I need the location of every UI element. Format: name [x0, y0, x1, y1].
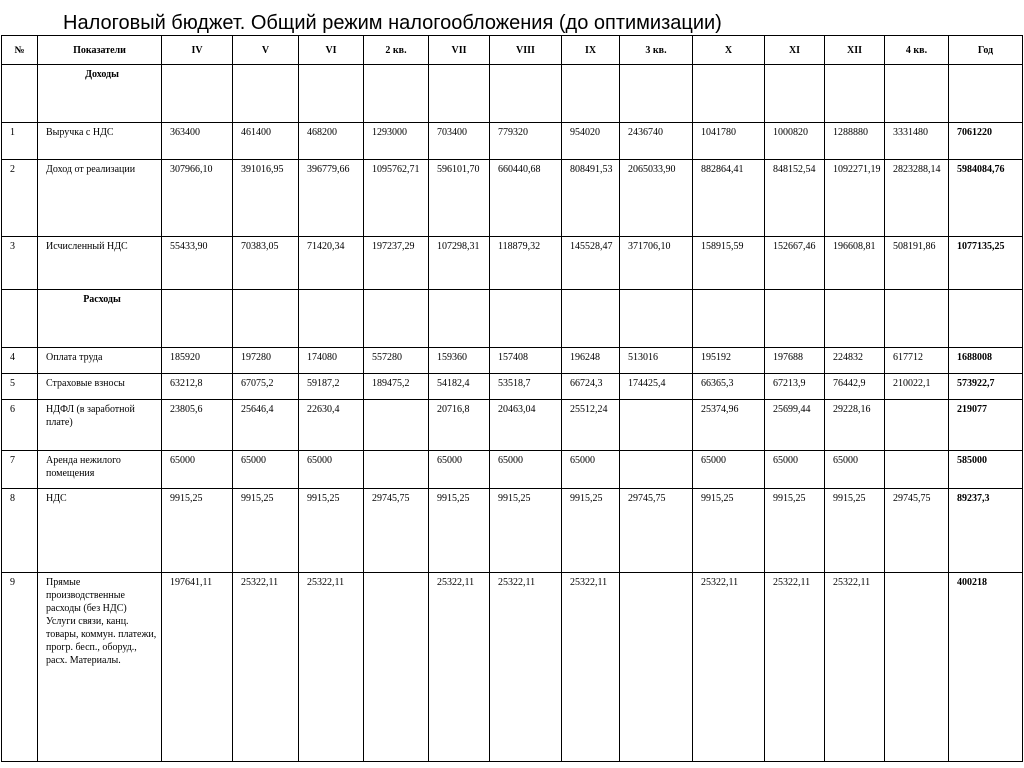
value-cell [885, 451, 949, 489]
year-total-cell: 585000 [949, 451, 1023, 489]
value-cell: 152667,46 [765, 237, 825, 290]
row-label: Оплата труда [38, 348, 162, 374]
table-row [2, 374, 1023, 400]
value-cell: 70383,05 [233, 237, 299, 290]
value-cell: 65000 [765, 451, 825, 489]
section-row [2, 290, 1023, 348]
value-cell: 59187,2 [299, 374, 364, 400]
value-cell: 2436740 [620, 123, 693, 160]
value-cell [620, 400, 693, 451]
row-label: НДС [38, 489, 162, 573]
row-number: 6 [2, 400, 38, 451]
value-cell: 195192 [693, 348, 765, 374]
empty-cell [364, 65, 429, 123]
value-cell: 396779,66 [299, 160, 364, 237]
value-cell: 25322,11 [562, 573, 620, 762]
value-cell: 9915,25 [490, 489, 562, 573]
empty-cell [825, 65, 885, 123]
table-row [2, 573, 1023, 762]
col-header: Год [949, 36, 1023, 65]
value-cell [364, 573, 429, 762]
value-cell: 25374,96 [693, 400, 765, 451]
year-total-cell: 5984084,76 [949, 160, 1023, 237]
col-header: V [233, 36, 299, 65]
empty-cell [429, 65, 490, 123]
empty-cell [620, 65, 693, 123]
value-cell: 25322,11 [825, 573, 885, 762]
empty-cell [765, 290, 825, 348]
value-cell: 954020 [562, 123, 620, 160]
tax-budget-table [1, 35, 1023, 762]
col-header: VIII [490, 36, 562, 65]
value-cell: 66365,3 [693, 374, 765, 400]
value-cell: 174425,4 [620, 374, 693, 400]
year-total-cell: 7061220 [949, 123, 1023, 160]
value-cell: 65000 [825, 451, 885, 489]
value-cell: 196608,81 [825, 237, 885, 290]
col-header: XI [765, 36, 825, 65]
value-cell: 25699,44 [765, 400, 825, 451]
row-number: 5 [2, 374, 38, 400]
value-cell [620, 451, 693, 489]
value-cell: 197237,29 [364, 237, 429, 290]
year-total-cell: 1077135,25 [949, 237, 1023, 290]
table-row [2, 348, 1023, 374]
value-cell: 9915,25 [429, 489, 490, 573]
value-cell: 55433,90 [162, 237, 233, 290]
value-cell: 9915,25 [562, 489, 620, 573]
row-number: 8 [2, 489, 38, 573]
value-cell: 468200 [299, 123, 364, 160]
value-cell: 1000820 [765, 123, 825, 160]
col-header: Показатели [38, 36, 162, 65]
value-cell: 363400 [162, 123, 233, 160]
value-cell: 3331480 [885, 123, 949, 160]
col-header: 2 кв. [364, 36, 429, 65]
empty-cell [693, 290, 765, 348]
value-cell: 159360 [429, 348, 490, 374]
value-cell: 25322,11 [233, 573, 299, 762]
empty-cell [162, 65, 233, 123]
row-number: 9 [2, 573, 38, 762]
value-cell [885, 400, 949, 451]
value-cell: 76442,9 [825, 374, 885, 400]
value-cell: 25512,24 [562, 400, 620, 451]
empty-cell [765, 65, 825, 123]
value-cell: 189475,2 [364, 374, 429, 400]
empty-cell [2, 290, 38, 348]
table-row [2, 400, 1023, 451]
value-cell [364, 451, 429, 489]
year-total-cell: 89237,3 [949, 489, 1023, 573]
col-header: IV [162, 36, 233, 65]
value-cell: 29228,16 [825, 400, 885, 451]
table-header-row [2, 36, 1023, 65]
value-cell: 882864,41 [693, 160, 765, 237]
year-total-cell: 573922,7 [949, 374, 1023, 400]
empty-cell [562, 65, 620, 123]
value-cell: 9915,25 [825, 489, 885, 573]
value-cell: 197688 [765, 348, 825, 374]
year-total-cell: 219077 [949, 400, 1023, 451]
value-cell: 185920 [162, 348, 233, 374]
value-cell: 9915,25 [693, 489, 765, 573]
value-cell: 174080 [299, 348, 364, 374]
col-header: 3 кв. [620, 36, 693, 65]
value-cell: 65000 [429, 451, 490, 489]
value-cell: 210022,1 [885, 374, 949, 400]
value-cell: 660440,68 [490, 160, 562, 237]
table-row [2, 237, 1023, 290]
value-cell: 66724,3 [562, 374, 620, 400]
value-cell: 1293000 [364, 123, 429, 160]
value-cell: 20716,8 [429, 400, 490, 451]
value-cell: 65000 [562, 451, 620, 489]
empty-cell [233, 65, 299, 123]
value-cell: 65000 [299, 451, 364, 489]
value-cell: 54182,4 [429, 374, 490, 400]
value-cell: 307966,10 [162, 160, 233, 237]
value-cell: 25322,11 [693, 573, 765, 762]
empty-cell [562, 290, 620, 348]
value-cell: 65000 [162, 451, 233, 489]
empty-cell [885, 65, 949, 123]
empty-cell [429, 290, 490, 348]
value-cell: 391016,95 [233, 160, 299, 237]
empty-cell [162, 290, 233, 348]
value-cell: 29745,75 [885, 489, 949, 573]
value-cell: 513016 [620, 348, 693, 374]
value-cell: 63212,8 [162, 374, 233, 400]
value-cell: 557280 [364, 348, 429, 374]
table-row [2, 123, 1023, 160]
value-cell: 65000 [490, 451, 562, 489]
value-cell: 67213,9 [765, 374, 825, 400]
value-cell: 808491,53 [562, 160, 620, 237]
value-cell: 848152,54 [765, 160, 825, 237]
value-cell: 53518,7 [490, 374, 562, 400]
row-label: Страховые взносы [38, 374, 162, 400]
value-cell: 197641,11 [162, 573, 233, 762]
col-header: XII [825, 36, 885, 65]
value-cell: 65000 [693, 451, 765, 489]
row-label: Доход от реализации [38, 160, 162, 237]
empty-cell [2, 65, 38, 123]
value-cell: 779320 [490, 123, 562, 160]
value-cell: 1095762,71 [364, 160, 429, 237]
empty-cell [693, 65, 765, 123]
empty-cell [620, 290, 693, 348]
value-cell: 9915,25 [162, 489, 233, 573]
row-number: 4 [2, 348, 38, 374]
col-header: IX [562, 36, 620, 65]
section-row [2, 65, 1023, 123]
value-cell: 196248 [562, 348, 620, 374]
value-cell: 1041780 [693, 123, 765, 160]
col-header: VII [429, 36, 490, 65]
year-total-cell: 400218 [949, 573, 1023, 762]
table-row [2, 489, 1023, 573]
value-cell: 65000 [233, 451, 299, 489]
empty-cell [490, 65, 562, 123]
empty-cell [949, 65, 1023, 123]
value-cell: 2823288,14 [885, 160, 949, 237]
value-cell: 20463,04 [490, 400, 562, 451]
empty-cell [233, 290, 299, 348]
value-cell: 9915,25 [299, 489, 364, 573]
table-row [2, 451, 1023, 489]
value-cell: 67075,2 [233, 374, 299, 400]
value-cell: 9915,25 [233, 489, 299, 573]
row-label: НДФЛ (в заработной плате) [38, 400, 162, 451]
empty-cell [364, 290, 429, 348]
value-cell [620, 573, 693, 762]
empty-cell [885, 290, 949, 348]
value-cell: 703400 [429, 123, 490, 160]
value-cell: 371706,10 [620, 237, 693, 290]
empty-cell [299, 65, 364, 123]
value-cell [364, 400, 429, 451]
value-cell: 145528,47 [562, 237, 620, 290]
value-cell: 158915,59 [693, 237, 765, 290]
row-number: 7 [2, 451, 38, 489]
year-total-cell: 1688008 [949, 348, 1023, 374]
value-cell: 29745,75 [364, 489, 429, 573]
value-cell: 25646,4 [233, 400, 299, 451]
col-header: VI [299, 36, 364, 65]
table-row [2, 160, 1023, 237]
row-number: 1 [2, 123, 38, 160]
value-cell: 23805,6 [162, 400, 233, 451]
value-cell: 107298,31 [429, 237, 490, 290]
col-header: 4 кв. [885, 36, 949, 65]
value-cell: 22630,4 [299, 400, 364, 451]
section-heading: Доходы [38, 65, 162, 123]
col-header: X [693, 36, 765, 65]
section-heading: Расходы [38, 290, 162, 348]
empty-cell [299, 290, 364, 348]
row-label: Исчисленный НДС [38, 237, 162, 290]
value-cell: 25322,11 [299, 573, 364, 762]
value-cell: 71420,34 [299, 237, 364, 290]
value-cell: 508191,86 [885, 237, 949, 290]
value-cell: 29745,75 [620, 489, 693, 573]
row-number: 3 [2, 237, 38, 290]
value-cell: 157408 [490, 348, 562, 374]
page-title: Налоговый бюджет. Общий режим налогообложения (до оптимизации) [63, 12, 722, 34]
value-cell: 25322,11 [490, 573, 562, 762]
value-cell: 25322,11 [765, 573, 825, 762]
row-label: Прямые производственные расходы (без НДС) Услуги связи, канц. товары, коммун. платежи, прогр. бесп., оборуд., расх. Материалы. [38, 573, 162, 762]
row-label: Аренда нежилого помещения [38, 451, 162, 489]
value-cell: 596101,70 [429, 160, 490, 237]
value-cell: 197280 [233, 348, 299, 374]
value-cell: 1092271,19 [825, 160, 885, 237]
value-cell: 1288880 [825, 123, 885, 160]
value-cell: 224832 [825, 348, 885, 374]
value-cell: 2065033,90 [620, 160, 693, 237]
row-number: 2 [2, 160, 38, 237]
value-cell: 461400 [233, 123, 299, 160]
col-header: № [2, 36, 38, 65]
value-cell: 25322,11 [429, 573, 490, 762]
empty-cell [490, 290, 562, 348]
value-cell [885, 573, 949, 762]
row-label: Выручка с НДС [38, 123, 162, 160]
value-cell: 617712 [885, 348, 949, 374]
value-cell: 9915,25 [765, 489, 825, 573]
empty-cell [949, 290, 1023, 348]
value-cell: 118879,32 [490, 237, 562, 290]
empty-cell [825, 290, 885, 348]
